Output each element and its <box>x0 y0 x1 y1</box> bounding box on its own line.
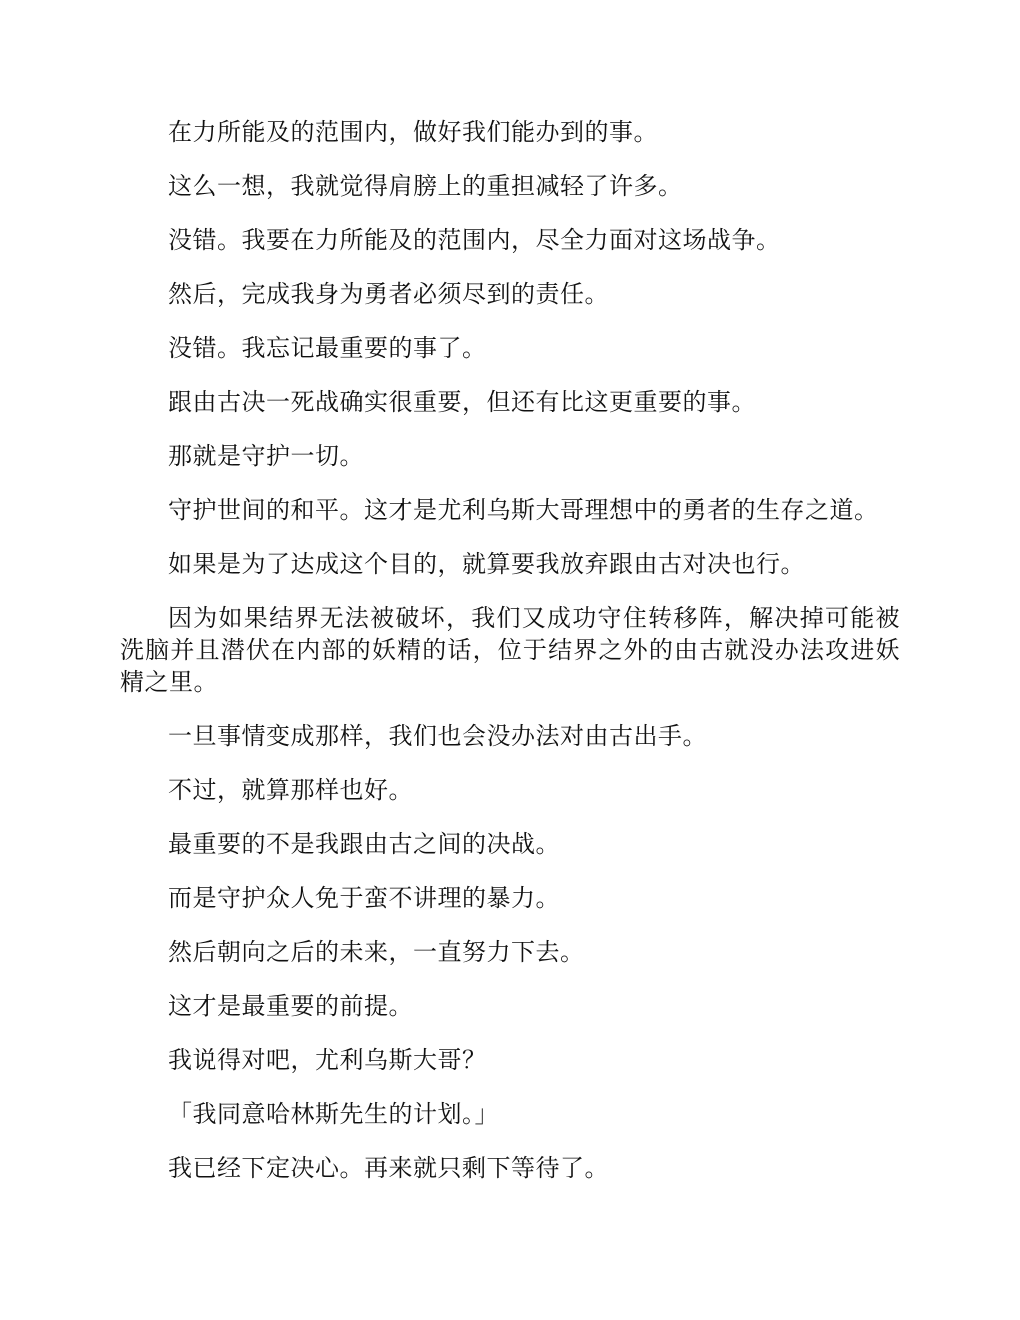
paragraph: 最重要的不是我跟由古之间的决战。 <box>168 830 560 858</box>
paragraph: 而是守护众人免于蛮不讲理的暴力。 <box>168 884 560 912</box>
paragraph: 跟由古决一死战确实很重要，但还有比这更重要的事。 <box>168 388 756 416</box>
document-page <box>120 116 900 1206</box>
paragraph: 没错。我忘记最重要的事了。 <box>168 334 487 362</box>
paragraph: 这么一想，我就觉得肩膀上的重担减轻了许多。 <box>168 172 683 200</box>
paragraph: 在力所能及的范围内，做好我们能办到的事。 <box>168 118 658 146</box>
paragraph: 我说得对吧，尤利乌斯大哥？ <box>168 1046 487 1074</box>
paragraph: 不过，就算那样也好。 <box>168 776 413 804</box>
paragraph: 那就是守护一切。 <box>168 442 364 470</box>
paragraph: 然后朝向之后的未来，一直努力下去。 <box>168 938 585 966</box>
paragraph: 守护世间的和平。这才是尤利乌斯大哥理想中的勇者的生存之道。 <box>168 496 879 524</box>
paragraph: 我已经下定决心。再来就只剩下等待了。 <box>168 1154 609 1182</box>
paragraph: 这才是最重要的前提。 <box>168 992 413 1020</box>
paragraph: 如果是为了达成这个目的，就算要我放弃跟由古对决也行。 <box>168 550 805 578</box>
paragraph: 因为如果结界无法被破坏，我们又成功守住转移阵，解决掉可能被洗脑并且潜伏在内部的妖精的话，位于结界之外的由古就没办法攻进妖精之里。 <box>120 604 900 696</box>
paragraph: 没错。我要在力所能及的范围内，尽全力面对这场战争。 <box>168 226 781 254</box>
paragraph: 一旦事情变成那样，我们也会没办法对由古出手。 <box>168 722 707 750</box>
paragraph: 然后，完成我身为勇者必须尽到的责任。 <box>168 280 609 308</box>
paragraph: 「我同意哈林斯先生的计划。」 <box>168 1100 499 1128</box>
